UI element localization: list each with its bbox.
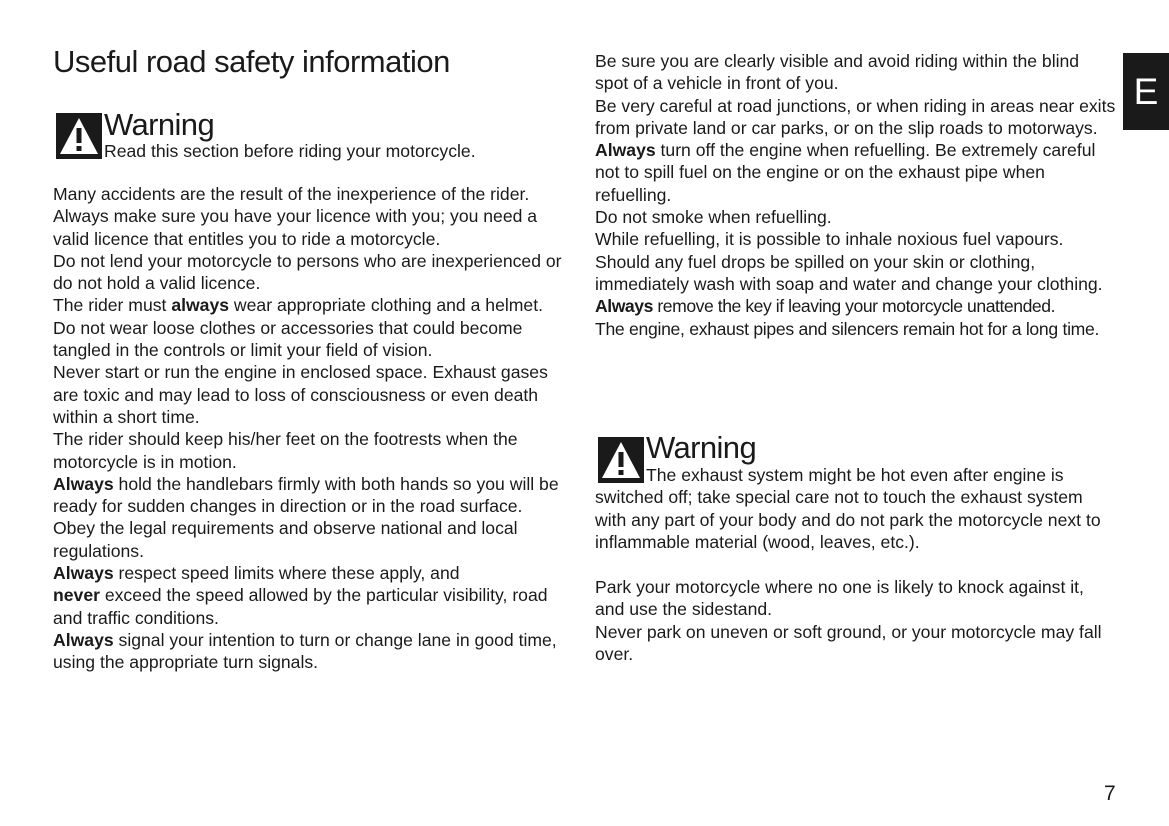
text-span: The rider must — [53, 295, 172, 316]
warning-block-2 — [595, 431, 1117, 556]
left-body — [53, 183, 573, 674]
paragraph — [53, 473, 573, 518]
paragraph — [595, 295, 1117, 317]
closing-body — [595, 576, 1117, 665]
paragraph: Obey the legal requirements and observe national and local regulations. — [53, 518, 518, 561]
text-span: wear appropriate clothing and a helmet. — [229, 295, 543, 316]
emphasis: always — [171, 295, 230, 316]
emphasis: Always — [595, 296, 653, 317]
emphasis: Always — [53, 473, 114, 494]
right-body — [595, 50, 1117, 340]
page-number: 7 — [1104, 782, 1116, 805]
emphasis: never — [53, 585, 100, 606]
paragraph: Park your motorcycle where no one is likely to knock against it, and use the sidestand. — [595, 577, 1084, 620]
paragraph — [53, 294, 573, 316]
paragraph: Do not smoke when refuelling. — [595, 207, 832, 228]
text-span: turn off the engine when refuelling. Be extremely careful not to spill fuel on the engine or on the exhaust pipe when refuelling. — [595, 140, 1096, 205]
paragraph: Never park on uneven or soft ground, or your motorcycle may fall over. — [595, 621, 1102, 664]
warning-text: The exhaust system might be hot even after engine is switched off; take special care not to touch the exhaust system with any part of your body and do not park the motorcycle next to inflammable material (wood, leaves, etc.). — [595, 465, 1101, 552]
warning-text: Read this section before riding your motorcycle. — [104, 141, 476, 161]
paragraph — [53, 562, 573, 584]
paragraph: Never start or run the engine in enclosed space. Exhaust gases are toxic and may lead to loss of consciousness or even death within a short time. — [53, 362, 548, 427]
warning-title: Warning — [646, 430, 757, 465]
paragraph: Many accidents are the result of the inexperience of the rider. Always make sure you have your licence with you; you need a valid licence that entitles you to ride a motorcycle. — [53, 184, 538, 249]
page-title: Useful road safety information — [53, 44, 450, 79]
paragraph: Do not wear loose clothes or accessories that could become tangled in the controls or limit your field of vision. — [53, 317, 523, 361]
paragraph: Be very careful at road junctions, or when riding in areas near exits from private land or car parks, or on the slip roads to motorways. — [595, 95, 1116, 138]
paragraph: The rider should keep his/her feet on the footrests when the motorcycle is in motion. — [53, 429, 518, 472]
paragraph — [595, 139, 1117, 206]
paragraph: The engine, exhaust pipes and silencers remain hot for a long time. — [595, 318, 1100, 339]
paragraph: While refuelling, it is possible to inhale noxious fuel vapours. Should any fuel drops be spilled on your skin or clothing, immediately wash with soap and water and change your clothing. — [595, 229, 1103, 294]
text-span: exceed the speed allowed by the particular visibility, road and traffic conditions. — [53, 585, 548, 628]
warning-block-1 — [53, 107, 573, 161]
paragraph: Be sure you are clearly visible and avoid riding within the blind spot of a vehicle in front of you. — [595, 51, 1080, 94]
text-span: signal your intention to turn or change lane in good time, using the appropriate turn signals. — [53, 629, 557, 673]
emphasis: Always — [53, 563, 114, 584]
text-span: respect speed limits where these apply, and — [113, 563, 460, 584]
section-tab: E — [1123, 53, 1169, 130]
paragraph — [53, 629, 573, 674]
warning-triangle-icon — [56, 113, 102, 159]
text-span: hold the handlebars firmly with both hands so you will be ready for sudden changes in direction or in the road surface. — [53, 473, 559, 517]
text-span: remove the key if leaving your motorcycle unattended. — [652, 296, 1056, 317]
emphasis: Always — [53, 629, 114, 650]
emphasis: Always — [595, 140, 656, 161]
warning-title: Warning — [104, 107, 215, 142]
paragraph: Do not lend your motorcycle to persons who are inexperienced or do not hold a valid licence. — [53, 250, 562, 294]
paragraph — [53, 584, 573, 629]
